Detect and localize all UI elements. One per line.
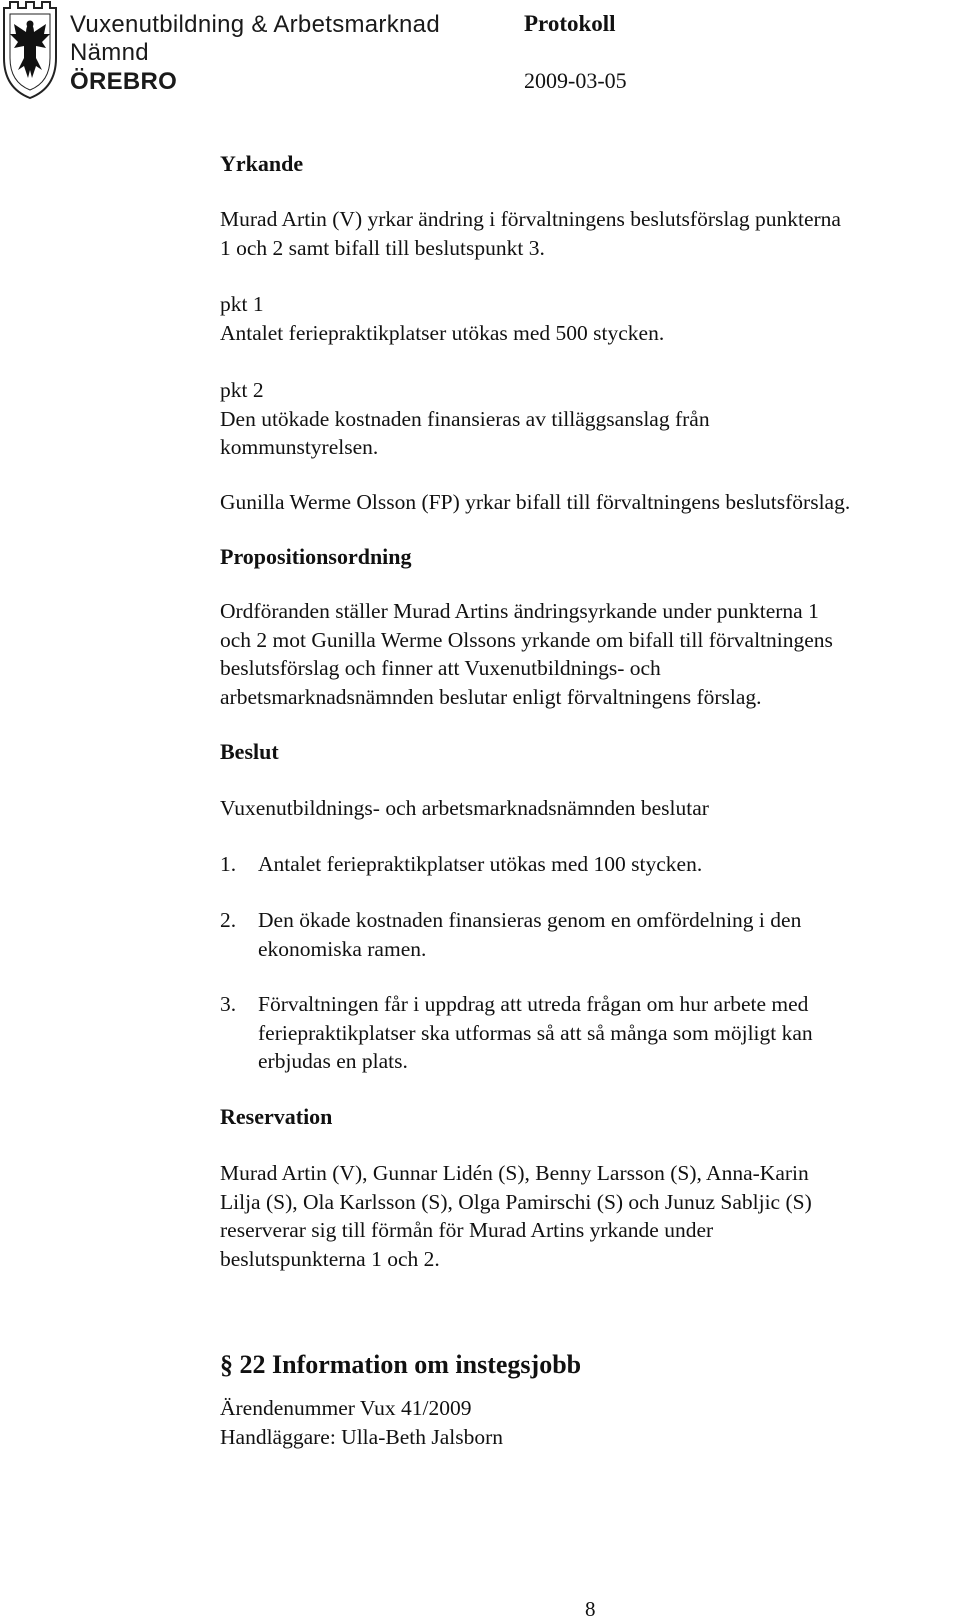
- case-info: [220, 1394, 960, 1451]
- reservation-paragraph: [220, 1159, 960, 1273]
- text-line: reserverar sig till förmån för Murad Artins yrkande under: [220, 1218, 714, 1242]
- text-line: Antalet feriepraktikplatser utökas med 100 stycken.: [258, 852, 703, 876]
- propositionsordning-paragraph: [220, 597, 960, 711]
- yrkande-paragraph-2: [220, 290, 960, 347]
- beslut-intro: Vuxenutbildnings- och arbetsmarknadsnämnden beslutar: [220, 796, 709, 820]
- text-line: Gunilla Werme Olsson (FP) yrkar bifall till förvaltningens beslutsförslag.: [220, 490, 851, 514]
- text-line: beslutsförslag och finner att Vuxenutbildnings- och: [220, 656, 661, 680]
- list-item-number: 3.: [220, 992, 237, 1016]
- text-line: Ordföranden ställer Murad Artins ändringsyrkande under punkterna 1: [220, 599, 819, 623]
- org-name-line2: Nämnd: [70, 39, 149, 66]
- text-line: ekonomiska ramen.: [258, 936, 427, 961]
- heading-beslut: Beslut: [220, 739, 279, 764]
- heading-reservation: Reservation: [220, 1104, 333, 1129]
- text-line: feriepraktikplatser ska utformas så att så många som möjligt kan: [258, 1020, 813, 1045]
- text-line: kommunstyrelsen.: [220, 435, 379, 459]
- text-line: Murad Artin (V) yrkar ändring i förvaltningens beslutsförslag punkterna: [220, 207, 841, 231]
- text-line: Förvaltningen får i uppdrag att utreda frågan om hur arbete med: [258, 992, 809, 1016]
- list-item-number: 1.: [220, 852, 237, 876]
- text-line: 1 och 2 samt bifall till beslutspunkt 3.: [220, 235, 545, 260]
- text-line: Den ökade kostnaden finansieras genom en omfördelning i den: [258, 908, 802, 932]
- yrkande-paragraph-3: [220, 376, 960, 462]
- yrkande-paragraph-4: [220, 488, 960, 517]
- org-name-line1: Vuxenutbildning & Arbetsmarknad: [70, 11, 440, 38]
- yrkande-paragraph-1: [220, 205, 960, 262]
- orebro-coat-of-arms-icon: [0, 0, 64, 100]
- case-number: Ärendenummer Vux 41/2009: [220, 1396, 472, 1420]
- text-line: Antalet feriepraktikplatser utökas med 500 stycken.: [220, 320, 665, 345]
- case-handler: Handläggare: Ulla-Beth Jalsborn: [220, 1424, 503, 1449]
- document-date: 2009-03-05: [524, 68, 627, 93]
- org-name-line3: ÖREBRO: [70, 68, 178, 95]
- text-line: pkt 2: [220, 378, 264, 402]
- text-line: Lilja (S), Ola Karlsson (S), Olga Pamirschi (S) och Junuz Sabljic (S): [220, 1189, 812, 1214]
- text-line: Murad Artin (V), Gunnar Lidén (S), Benny Larsson (S), Anna-Karin: [220, 1161, 809, 1185]
- heading-yrkande: Yrkande: [220, 151, 304, 176]
- heading-propositionsordning: Propositionsordning: [220, 544, 412, 569]
- text-line: pkt 1: [220, 292, 264, 316]
- text-line: Den utökade kostnaden finansieras av tilläggsanslag från: [220, 406, 710, 431]
- text-line: arbetsmarknadsnämnden beslutar enligt förvaltningens förslag.: [220, 684, 762, 709]
- page-number: 8: [585, 1597, 596, 1621]
- section-title: § 22 Information om instegsjobb: [220, 1350, 582, 1379]
- text-line: och 2 mot Gunilla Werme Olssons yrkande om bifall till förvaltningens: [220, 627, 833, 652]
- text-line: erbjudas en plats.: [258, 1049, 408, 1073]
- document-type: Protokoll: [524, 11, 616, 36]
- list-item: [258, 850, 702, 879]
- list-item-number: 2.: [220, 908, 237, 932]
- list-item: [258, 906, 801, 963]
- text-line: beslutspunkterna 1 och 2.: [220, 1246, 440, 1271]
- list-item: [258, 990, 813, 1076]
